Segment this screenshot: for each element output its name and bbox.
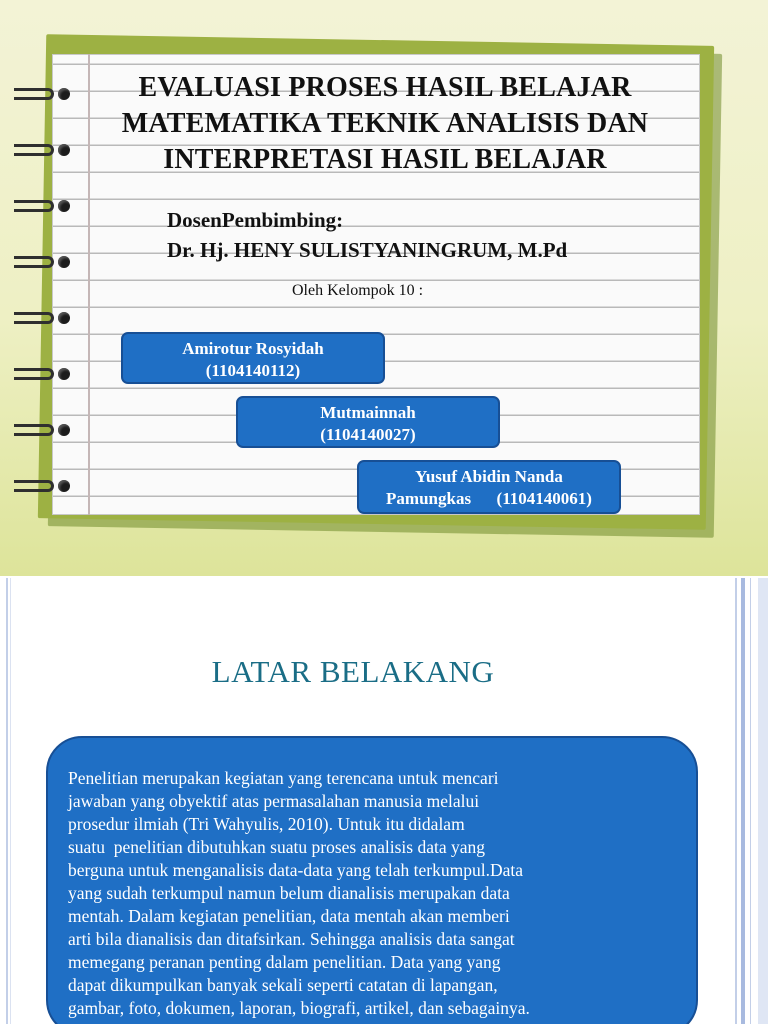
spiral-ring-icon	[14, 312, 72, 326]
spiral-ring-icon	[14, 200, 72, 214]
body-line: dapat dikumpulkan banyak sekali seperti catatan di lapangan,	[68, 975, 498, 995]
body-line: jawaban yang obyektif atas permasalahan manusia melalui	[68, 791, 480, 811]
title-line: EVALUASI PROSES HASIL BELAJAR	[138, 72, 632, 103]
member-name: Amirotur Rosyidah	[182, 339, 324, 358]
group-label: Oleh Kelompok 10 :	[292, 282, 424, 299]
spiral-ring-icon	[14, 256, 72, 270]
spiral-ring-icon	[14, 88, 72, 102]
member-box	[236, 396, 500, 448]
decorative-border-line	[735, 578, 737, 1024]
body-line: mentah. Dalam kegiatan penelitian, data mentah akan memberi	[68, 906, 510, 926]
member-box	[357, 460, 621, 514]
member-box	[121, 332, 385, 384]
member-id: (1104140112)	[205, 361, 301, 380]
title-line: INTERPRETASI HASIL BELAJAR	[163, 144, 607, 175]
spiral-ring-icon	[14, 144, 72, 158]
member-name: Yusuf Abidin Nanda	[415, 467, 563, 486]
body-line: berguna untuk menganalisis data-data yang telah terkumpul.Data	[68, 860, 524, 880]
member-id: (1104140027)	[320, 425, 416, 444]
body-line: memegang peranan penting dalam penelitian. Data yang yang	[68, 952, 501, 972]
spiral-ring-icon	[14, 368, 72, 382]
presentation-title	[90, 70, 680, 178]
advisor-label: DosenPembimbing:	[167, 208, 344, 232]
member-id: Pamungkas (1104140061)	[386, 489, 592, 508]
title-line: MATEMATIKA TEKNIK ANALISIS DAN	[121, 108, 649, 139]
background-slide	[0, 578, 768, 1024]
spiral-ring-icon	[14, 424, 72, 438]
body-line: Penelitian merupakan kegiatan yang terencana untuk mencari	[68, 768, 499, 788]
body-line: suatu penelitian dibutuhkan suatu proses analisis data yang	[68, 837, 485, 857]
member-name: Mutmainnah	[320, 403, 416, 422]
spiral-ring-icon	[14, 480, 72, 494]
advisor-name: Dr. Hj. HENY SULISTYANINGRUM, M.Pd	[167, 238, 568, 262]
body-line: gambar, foto, dokumen, laporan, biografi, artikel, dan sebagainya.	[68, 998, 530, 1018]
decorative-border-line	[10, 578, 11, 1024]
body-line: prosedur ilmiah (Tri Wahyulis, 2010). Untuk itu didalam	[68, 814, 465, 834]
decorative-border-line	[6, 578, 8, 1024]
body-line: yang sudah terkumpul namun belum dianalisis merupakan data	[68, 883, 510, 903]
decorative-border-line	[758, 578, 768, 1024]
section-heading: LATAR BELAKANG	[211, 654, 495, 689]
decorative-border-line	[750, 578, 751, 1024]
body-text	[68, 767, 678, 1020]
decorative-border-line	[741, 578, 745, 1024]
body-line: arti bila dianalisis dan ditafsirkan. Sehingga analisis data sangat	[68, 929, 515, 949]
